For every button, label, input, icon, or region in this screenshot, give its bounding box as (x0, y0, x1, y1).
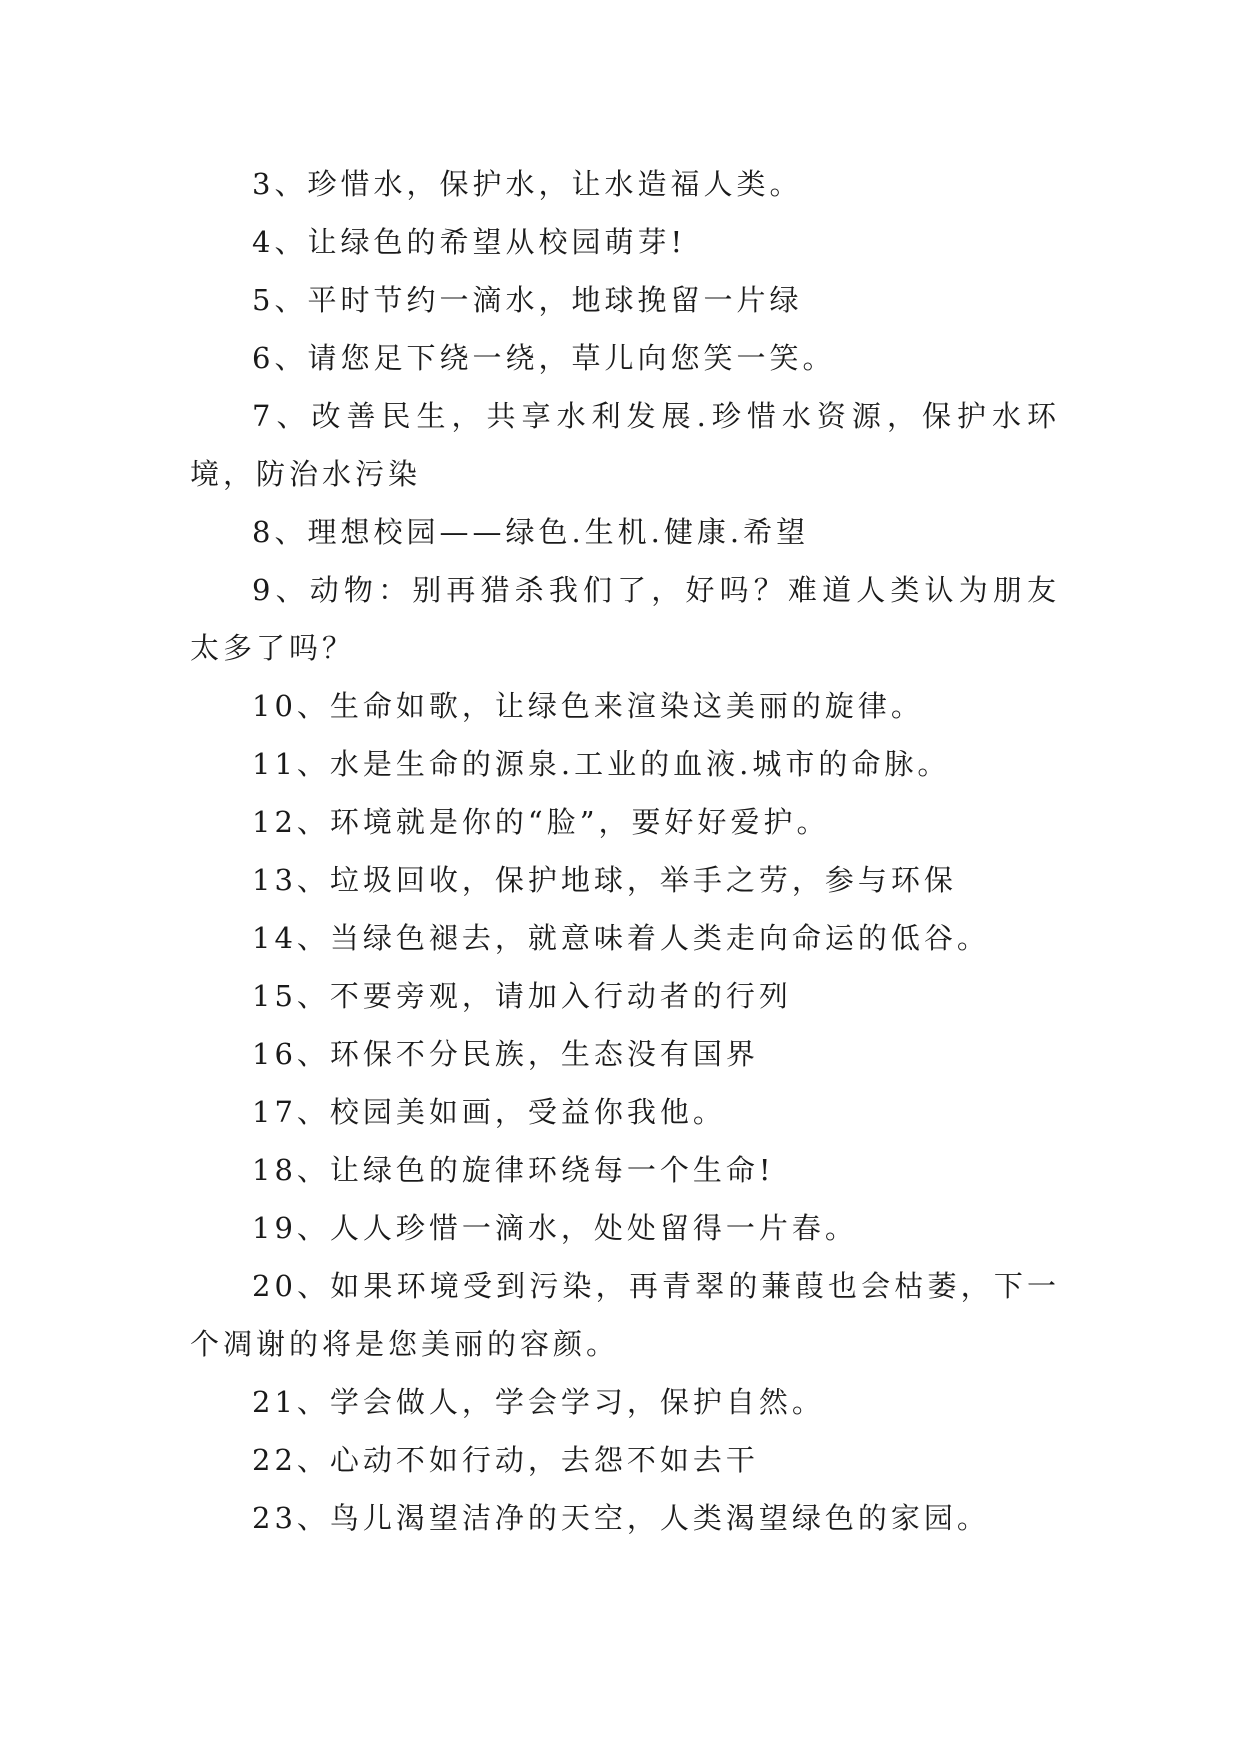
slogan-paragraph: 7、改善民生，共享水利发展.珍惜水资源，保护水环境，防治水污染 (190, 399, 1060, 491)
slogan-paragraph: 13、垃圾回收，保护地球，举手之劳，参与环保 (252, 863, 957, 897)
slogan-paragraph: 5、平时节约一滴水，地球挽留一片绿 (252, 283, 803, 317)
slogan-paragraph: 18、让绿色的旋律环绕每一个生命! (252, 1153, 775, 1187)
slogan-paragraph: 3、珍惜水，保护水，让水造福人类。 (252, 167, 803, 201)
slogan-paragraph: 8、理想校园——绿色.生机.健康.希望 (252, 515, 810, 549)
slogan-paragraph: 9、动物：别再猎杀我们了，好吗？难道人类认为朋友太多了吗？ (190, 573, 1060, 665)
slogan-paragraph: 11、水是生命的源泉.工业的血液.城市的命脉。 (252, 747, 951, 781)
slogan-paragraph: 20、如果环境受到污染，再青翠的蒹葭也会枯萎，下一个凋谢的将是您美丽的容颜。 (190, 1269, 1060, 1361)
slogan-paragraph: 17、校园美如画，受益你我他。 (252, 1095, 726, 1129)
slogan-paragraph: 10、生命如歌，让绿色来渲染这美丽的旋律。 (252, 689, 924, 723)
slogan-paragraph: 15、不要旁观，请加入行动者的行列 (252, 979, 792, 1013)
slogan-paragraph: 23、鸟儿渴望洁净的天空，人类渴望绿色的家园。 (252, 1501, 990, 1535)
slogan-paragraph: 4、让绿色的希望从校园萌芽! (252, 225, 687, 259)
slogan-paragraph: 6、请您足下绕一绕，草儿向您笑一笑。 (252, 341, 836, 375)
slogan-paragraph: 21、学会做人，学会学习，保护自然。 (252, 1385, 825, 1419)
slogan-paragraph: 19、人人珍惜一滴水，处处留得一片春。 (252, 1211, 858, 1245)
slogan-paragraph: 12、环境就是你的“脸”，要好好爱护。 (252, 805, 830, 839)
slogan-paragraph: 14、当绿色褪去，就意味着人类走向命运的低谷。 (252, 921, 990, 955)
slogan-paragraph: 16、环保不分民族，生态没有国界 (252, 1037, 759, 1071)
slogan-paragraph: 22、心动不如行动，去怨不如去干 (252, 1443, 759, 1477)
document-body (190, 155, 1060, 1547)
